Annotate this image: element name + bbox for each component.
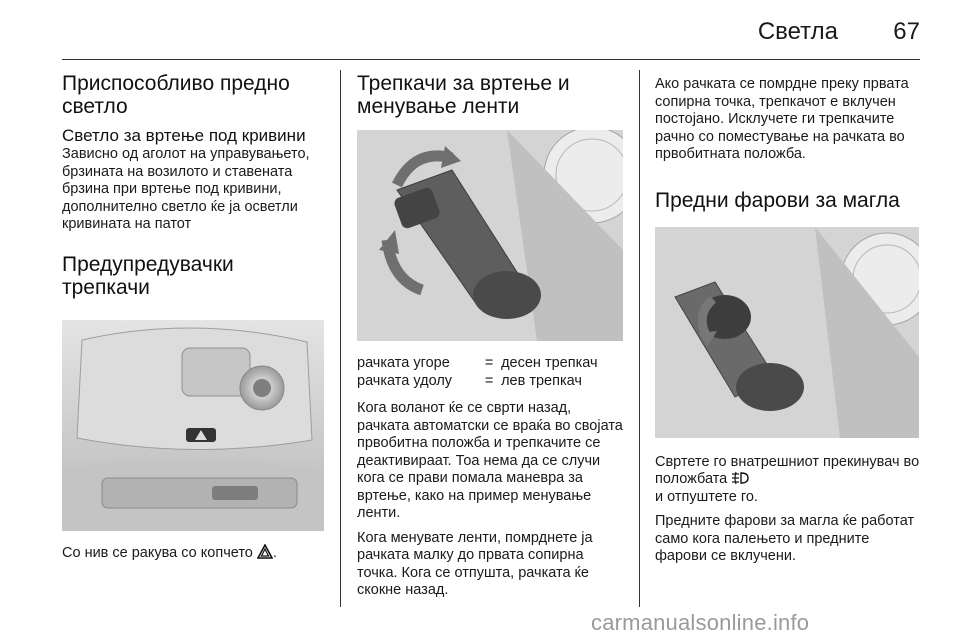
hazard-caption: Со нив се ракува со копчето . (62, 544, 277, 561)
section-title: Светла (757, 18, 838, 45)
turn-signal-lever-figure (357, 130, 623, 341)
heading-front-fog-lights: Предни фарови за магла (655, 188, 900, 212)
watermark: carmanualsonline.info (591, 610, 810, 635)
cornering-light-text: Зависно од аголот на управувањето, брзината на возилото и ставената брзина при вртење под кривини, дополнително светло ќе ја осветли кривината на патот (62, 146, 310, 232)
column-divider-1 (340, 70, 341, 607)
heading-hazard-lights: Предупредувачки трепкачи (62, 252, 234, 299)
fog-instruction-text: Свртете го внатрешниот прекинувач во положбата (655, 453, 920, 487)
column-3 (655, 72, 923, 566)
header-divider (62, 59, 920, 60)
turn-signal-lever-illustration (357, 130, 623, 341)
lever-positions-table (357, 355, 623, 390)
fog-lights-condition-text: Предните фарови за магла ќе работат само кога палењето и предните фарови се вклучени. (655, 513, 915, 564)
hazard-switch-figure (62, 320, 324, 531)
page-number: 67 (893, 18, 920, 45)
subheading-cornering-light: Светло за вртење под кривини (62, 126, 306, 145)
hazard-triangle-icon (257, 544, 273, 559)
table-row (357, 355, 623, 373)
term-lever-up: рачката угоре (357, 355, 450, 371)
permanent-signal-text: Ако рачката се помрдне преку првата сопирна точка, трепкачот е вклучен постојано. Исклучете ги трепкачите рачно со поместување на рачката во првобитната положба. (655, 76, 909, 162)
hazard-caption-text: Со нив се ракува со копчето (62, 544, 253, 561)
value-left-signal: лев трепкач (501, 372, 582, 389)
equals-sign: = (484, 372, 494, 389)
fog-light-switch-illustration (655, 227, 919, 438)
front-fog-light-icon (731, 471, 749, 485)
fog-light-switch-figure (655, 227, 919, 438)
fog-switch-instruction (655, 454, 923, 507)
column-divider-2 (639, 70, 640, 607)
return-steering-text: Кога воланот ќе се сврти назад, рачката автоматски се враќа во својата првобитна положба и трепкачите се деактивираат. Тоа нема да се случи кога се прави помала маневра за вртење, како на пример менување ленти. (357, 400, 623, 521)
column-2 (357, 72, 623, 600)
heading-turn-signals: Трепкачи за вртење и менување ленти (357, 72, 570, 118)
heading-adaptive-light: Приспособливо предно светло (62, 72, 290, 118)
column-1 (62, 72, 324, 562)
term-lever-down: рачката удолу (357, 372, 453, 389)
roof-console-illustration (62, 320, 324, 531)
value-right-signal: десен трепкач (501, 355, 598, 371)
equals-sign: = (484, 355, 494, 371)
table-row (357, 373, 623, 391)
page-header (62, 14, 920, 50)
lane-change-text: Кога менувате ленти, помрднете ја рачката малку до првата сопирна точка. Кога се отпушта, рачката ќе скокне назад. (357, 529, 593, 598)
fog-instruction-release: и отпуштете го. (655, 488, 758, 505)
